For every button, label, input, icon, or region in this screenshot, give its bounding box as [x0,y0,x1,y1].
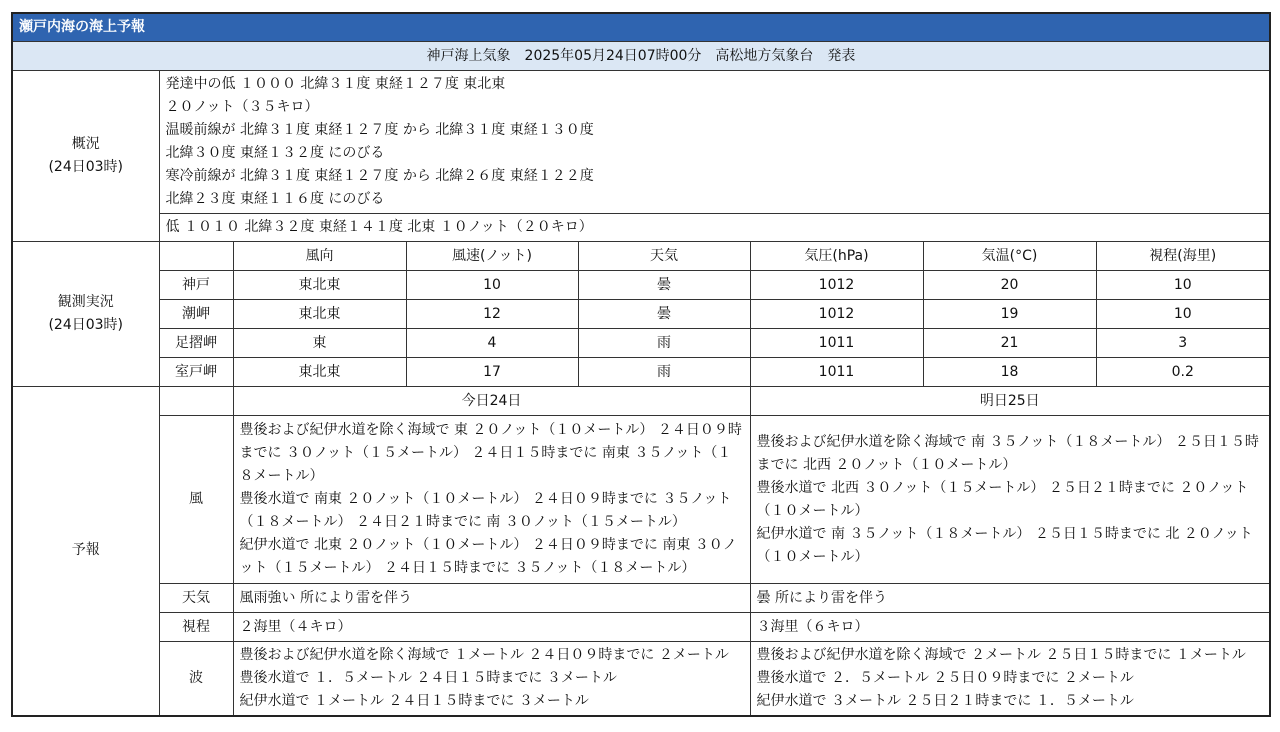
obs-cell: 東北東 [233,300,406,329]
obs-cell: 12 [406,300,578,329]
obs-cell: 雨 [578,329,750,358]
obs-cell: 0.2 [1096,358,1270,387]
obs-header-visibility: 視程(海里) [1096,242,1270,271]
obs-cell: 10 [406,271,578,300]
obs-header-temperature: 気温(°C) [923,242,1096,271]
table-row [12,358,1270,387]
obs-cell: 1012 [750,271,923,300]
obs-cell: 1011 [750,358,923,387]
forecast-weather-today: 風雨強い 所により雷を伴う [233,584,750,613]
forecast-wind-tomorrow [750,416,1270,584]
waves-tomorrow-line: 豊後水道で ２．５メートル ２５日０９時までに ２メートル [756,669,1134,686]
forecast-waves-today [233,642,750,716]
obs-cell: 1011 [750,329,923,358]
overview-low2: 低 １０１０ 北緯３２度 東経１４１度 北東 １０ノット（２０キロ） [159,214,1270,242]
wind-today-line: 豊後および紀伊水道を除く海域で 東 ２０ノット（１０メートル） ２４日０９時までに ３０ノット（１５メートル） ２４日１５時までに 南東 ３５ノット（１８メートル） [239,422,742,484]
obs-cell: 東北東 [233,271,406,300]
forecast-label: 予報 [12,387,159,716]
observation-time: (24日03時) [48,317,124,333]
overview-line: 北緯２３度 東経１１６度 にのびる [165,191,385,207]
obs-cell: 10 [1096,300,1270,329]
obs-header-pressure: 気圧(hPa) [750,242,923,271]
obs-cell: 3 [1096,329,1270,358]
forecast-document [11,12,1269,717]
overview-label-text: 概況 [71,136,100,152]
obs-header-wind-direction: 風向 [233,242,406,271]
forecast-visibility-label: 視程 [159,613,233,642]
overview-line: 発達中の低 １０００ 北緯３１度 東経１２７度 東北東 [165,76,506,92]
obs-cell: 曇 [578,300,750,329]
observation-header-blank [159,242,233,271]
forecast-header-blank [159,387,233,416]
obs-cell: 21 [923,329,1096,358]
table-row [12,300,1270,329]
obs-cell: 雨 [578,358,750,387]
waves-today-line: 豊後および紀伊水道を除く海域で １メートル ２４日０９時までに ２メートル [239,646,729,663]
overview-line: ２０ノット（３５キロ） [165,99,319,115]
station-name: 足摺岬 [159,329,233,358]
forecast-weather-label: 天気 [159,584,233,613]
table-row [12,271,1270,300]
overview-text [159,71,1270,214]
obs-cell: 曇 [578,271,750,300]
table-row [12,329,1270,358]
obs-cell: 東北東 [233,358,406,387]
station-name: 潮岬 [159,300,233,329]
forecast-waves-label: 波 [159,642,233,716]
forecast-tomorrow-header: 明日25日 [750,387,1270,416]
forecast-wind-today [233,416,750,584]
forecast-waves-tomorrow [750,642,1270,716]
forecast-visibility-tomorrow: ３海里（６キロ） [750,613,1270,642]
overview-label [12,71,159,242]
waves-today-line: 豊後水道で １．５メートル ２４日１５時までに ３メートル [239,669,617,686]
obs-cell: 17 [406,358,578,387]
overview-line: 寒冷前線が 北緯３１度 東経１２７度 から 北緯２６度 東経１２２度 [165,168,594,184]
issued-info: 神戸海上気象 2025年05月24日07時00分 高松地方気象台 発表 [12,42,1270,71]
waves-tomorrow-line: 豊後および紀伊水道を除く海域で ２メートル ２５日１５時までに １メートル [756,646,1246,663]
forecast-visibility-today: ２海里（４キロ） [233,613,750,642]
obs-cell: 20 [923,271,1096,300]
wind-tomorrow-line: 豊後水道で 北西 ３０ノット（１５メートル） ２５日２１時までに ２０ノット（１０メートル） [756,479,1249,519]
obs-cell: 1012 [750,300,923,329]
observation-label [12,242,159,387]
wind-today-line: 紀伊水道で 北東 ２０ノット（１０メートル） ２４日０９時までに 南東 ３０ノット（１５メートル） ２４日１５時までに ３５ノット（１８メートル） [239,537,737,576]
page-title: 瀬戸内海の海上予報 [12,13,1270,42]
station-name: 神戸 [159,271,233,300]
obs-cell: 19 [923,300,1096,329]
obs-header-weather: 天気 [578,242,750,271]
overview-time: (24日03時) [48,159,124,175]
obs-cell: 10 [1096,271,1270,300]
waves-today-line: 紀伊水道で １メートル ２４日１５時までに ３メートル [239,692,589,709]
overview-line: 北緯３０度 東経１３２度 にのびる [165,145,385,161]
forecast-weather-tomorrow: 曇 所により雷を伴う [750,584,1270,613]
wind-today-line: 豊後水道で 南東 ２０ノット（１０メートル） ２４日０９時までに ３５ノット（１８メートル） ２４日２１時までに 南 ３０ノット（１５メートル） [239,491,732,530]
station-name: 室戸岬 [159,358,233,387]
wind-tomorrow-line: 紀伊水道で 南 ３５ノット（１８メートル） ２５日１５時までに 北 ２０ノット（１０メートル） [756,525,1253,565]
forecast-wind-label: 風 [159,416,233,584]
obs-header-wind-speed: 風速(ノット) [406,242,578,271]
obs-cell: 東 [233,329,406,358]
forecast-today-header: 今日24日 [233,387,750,416]
observation-label-text: 観測実況 [57,294,114,310]
obs-cell: 4 [406,329,578,358]
marine-forecast-table [11,12,1271,717]
waves-tomorrow-line: 紀伊水道で ３メートル ２５日２１時までに １．５メートル [756,692,1134,709]
wind-tomorrow-line: 豊後および紀伊水道を除く海域で 南 ３５ノット（１８メートル） ２５日１５時までに 北西 ２０ノット（１０メートル） [756,433,1259,473]
obs-cell: 18 [923,358,1096,387]
overview-line: 温暖前線が 北緯３１度 東経１２７度 から 北緯３１度 東経１３０度 [165,122,594,138]
